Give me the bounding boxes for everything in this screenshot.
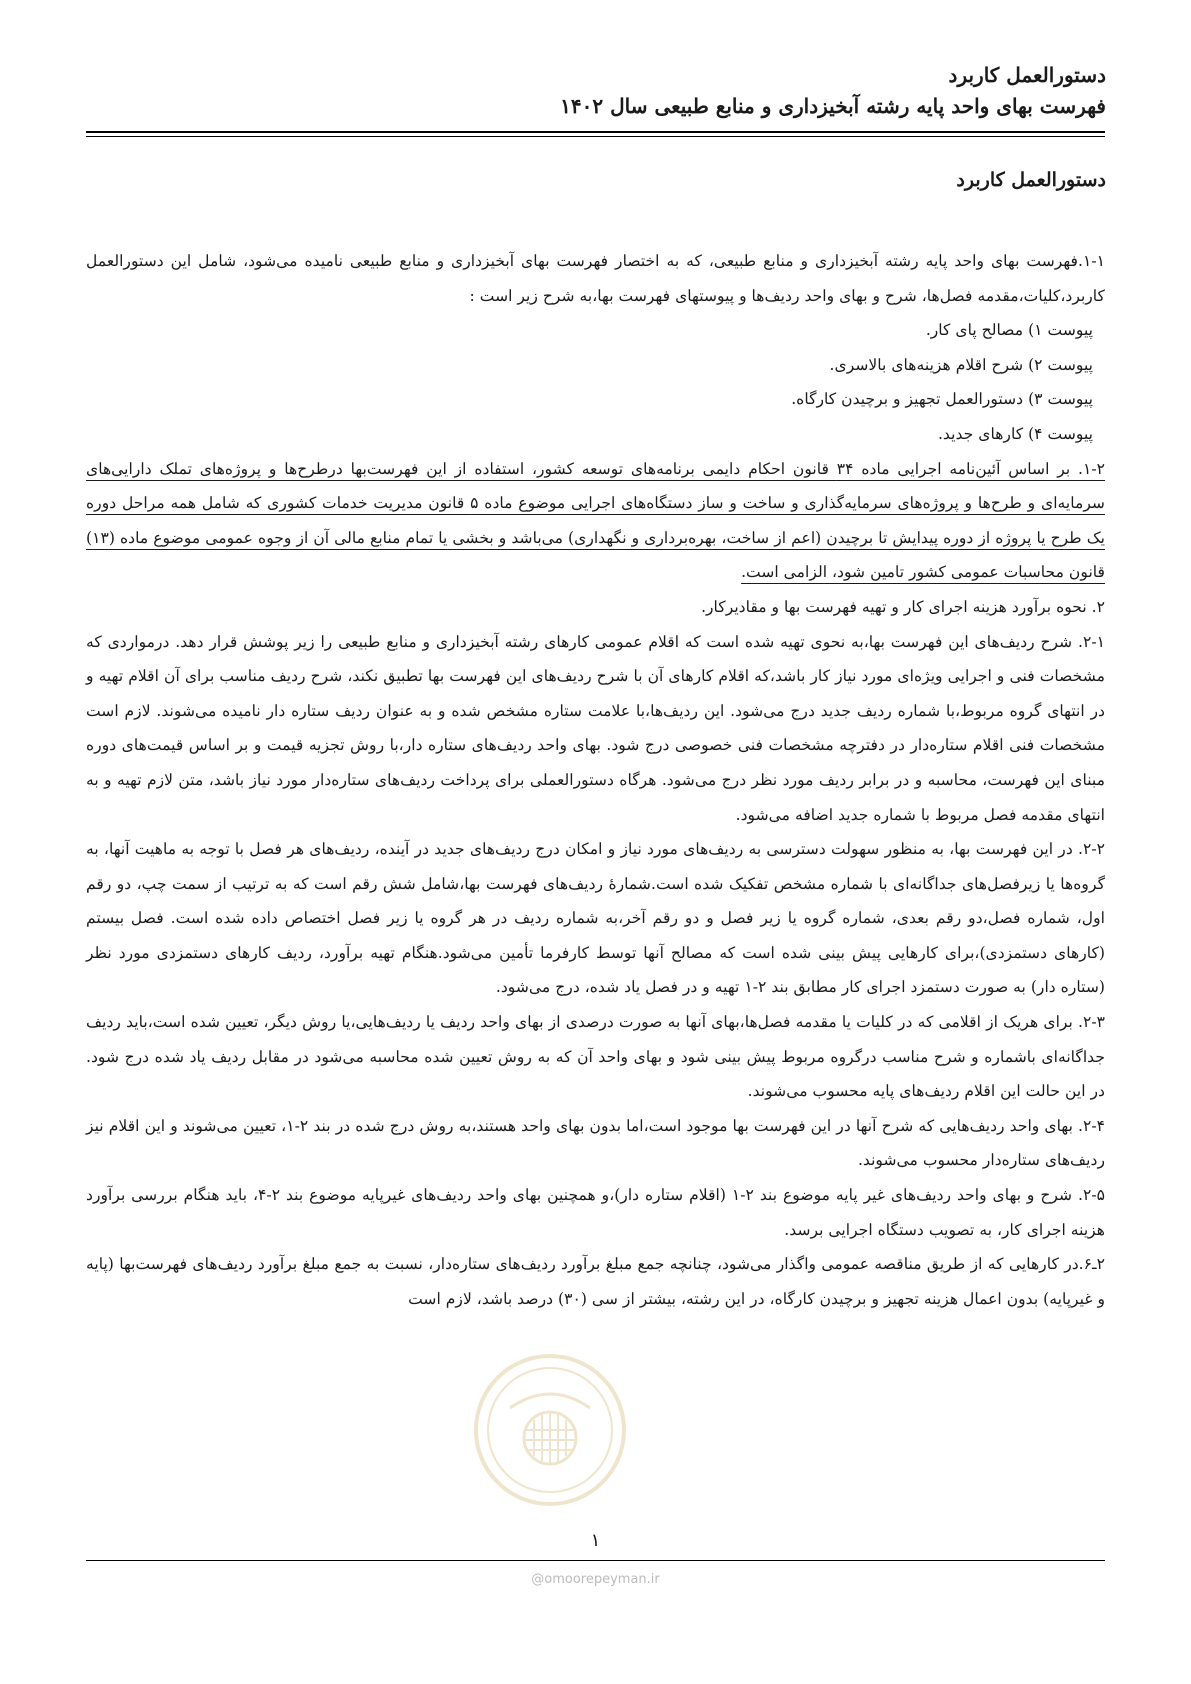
running-header (85, 60, 1106, 122)
site-watermark: @omoorepeyman.ir (531, 1572, 660, 1587)
annex-item-3: پیوست ۳) دستورالعمل تجهیز و برچیدن کارگاه. (791, 390, 1093, 409)
paragraph-1-2 (86, 452, 1105, 590)
paragraph-2-5: ۲-۵. شرح و بهای واحد ردیف‌های غیر پایه موضوع بند ۲-۱ (اقلام ستاره دار)،و همچنین بهای واحد ردیف‌های غیرپایه موضوع بند ۲-۴، باید هنگام بررسی برآورد هزینه اجرای کار، به تصویب دستگاه اجرایی برسد. (86, 1186, 1105, 1239)
paragraph-2-3: ۲-۳. برای هریک از اقلامی که در کلیات یا مقدمه فصل‌ها،بهای آنها به صورت درصدی از بهای واحد ردیف یا ردیف‌هایی،یا روش دیگر، تعیین شده است،باید ردیف جداگانه‌ای باشماره و شرح مناسب درگروه مربوط پیش بینی شود و بهای واحد آن که به روش تعیین شده محاسبه می‌شود در مقابل ردیف یاد شده درج شود. در این حالت این اقلام ردیف‌های پایه محسوب می‌شوند. (86, 1013, 1105, 1101)
paragraph-2: ۲. نحوه برآورد هزینه اجرای کار و تهیه فهرست بها و مقادیرکار. (701, 597, 1105, 616)
seal-watermark-icon (470, 1350, 630, 1510)
page-number: ۱ (590, 1530, 601, 1551)
annex-item-4: پیوست ۴) کارهای جدید. (937, 424, 1093, 443)
header-rule-thick (86, 131, 1105, 133)
annex-item-1: پیوست ۱) مصالح پای کار. (925, 321, 1093, 340)
paragraph-2-2: ۲-۲. در این فهرست بها، به منظور سهولت دسترسی به ردیف‌های مورد نیاز و امکان درج ردیف‌های جدید در آینده، ردیف‌های هر فصل با توجه به ماهیت آنها، به گروه‌ها یا زیرفصل‌های جداگانه‌ای با شماره مشخص تفکیک شده است.شمارهٔ ردیف‌های فهرست بها،شامل شش رقم است که به ترتیب از سمت چپ، دو رقم اول، شماره فصل،دو رقم بعدی، شماره گروه یا زیر فصل و دو رقم آخر،به شماره ردیف در هر گروه یا زیر فصل اختصاص داده شده است. فصل بیستم (کارهای دستمزدی)،برای کارهایی پیش بینی شده است که مصالح آنها توسط کارفرما تأمین می‌شود.هنگام تهیه برآورد، ردیف کارهای دستمزدی مورد نظر (ستاره دار) به صورت دستمزد اجرای کار مطابق بند ۲-۱ تهیه و در فصل یاد شده، درج می‌شود. (86, 840, 1105, 997)
paragraph-1-2-text: ۱-۲. بر اساس آئین‌نامه اجرایی ماده ۳۴ قانون احکام دایمی برنامه‌های توسعه کشور، استفاده از این فهرست‌بها درطرح‌ها و پروژه‌های تملک دارایی‌های سرمایه‌ای و طرح‌ها و پروژه‌های سرمایه‌گذاری و ساخت و ساز دستگاه‌های اجرایی موضوع ماده ۵ قانون مدیریت خدمات کشوری که شامل همه مراحل دوره یک طرح یا پروژه از دوره پیدایش تا برچیدن (اعم از ساخت، بهره‌برداری و نگهداری) می‌باشد و بخشی یا تمام منابع مالی آن از وجوه عمومی موضوع ماده (۱۳) قانون محاسبات عمومی کشور تامین شود، الزامی است. (86, 459, 1106, 582)
paragraph-2-6: ۲ـ۶.در کارهایی که از طریق مناقصه عمومی واگذار می‌شود، چنانچه جمع مبلغ برآورد ردیف‌های ستاره‌دار، نسبت به جمع مبلغ برآورد ردیف‌های فهرست‌بها (پایه و غیرپایه) بدون اعمال هزینه تجهیز و برچیدن کارگاه، در این رشته، بیشتر از سی (۳۰) درصد باشد، لازم است (86, 1255, 1105, 1308)
document-body (86, 244, 1105, 1316)
header-line-1: دستورالعمل کاربرد (948, 63, 1106, 87)
annex-item-2: پیوست ۲) شرح اقلام هزینه‌های بالاسری. (829, 355, 1093, 374)
paragraph-1-1: ۱-۱.فهرست بهای واحد پایه رشته آبخیزداری و منابع طبیعی، که به اختصار فهرست بهای آبخیزداری و منابع طبیعی نامیده می‌شود، شامل این دستورالعمل کاربرد،کلیات،مقدمه فصل‌ها، شرح و بهای واحد ردیف‌ها و پیوستهای فهرست بها،به شرح زیر است : (86, 252, 1105, 305)
paragraph-2-1: ۲-۱. شرح ردیف‌های این فهرست بها،به نحوی تهیه شده است که اقلام عمومی کارهای رشته آبخیزداری و منابع طبیعی را زیر پوشش قرار دهد. درمواردی که مشخصات فنی و اجرایی ویژه‌ای مورد نیاز کار باشد،که اقلام کارهای آن با شرح ردیف‌های این فهرست بها تطبیق نکند، شرح ردیف مناسب برای آن اقلام تهیه و در انتهای گروه مربوط،با شماره ردیف جدید درج می‌شود. این ردیف‌ها،با علامت ستاره مشخص شده و به عنوان ردیف ستاره دار نامیده می‌شوند. لازم است مشخصات فنی اقلام ستاره‌دار در دفترچه مشخصات فنی خصوصی درج شود. بهای واحد ردیف‌های ستاره دار،با روش تجزیه قیمت و بر اساس قیمت‌های دوره مبنای این فهرست، محاسبه و در برابر ردیف مورد نظر درج می‌شود. هرگاه دستورالعملی برای پرداخت ردیف‌های ستاره‌دار مورد نیاز باشد، متن لازم تهیه و به انتهای مقدمه فصل مربوط با شماره جدید اضافه می‌شود. (86, 632, 1105, 824)
footer-rule (86, 1560, 1105, 1561)
header-rule-thin (86, 136, 1105, 137)
section-title: دستورالعمل کاربرد (956, 169, 1106, 191)
header-line-2: فهرست بهای واحد پایه رشته آبخیزداری و منابع طبیعی سال ۱۴۰۲ (560, 94, 1106, 118)
paragraph-2-4: ۲-۴. بهای واحد ردیف‌هایی که شرح آنها در این فهرست بها موجود است،اما بدون بهای واحد هستند،به روش درج شده در بند ۲-۱، تعیین می‌شوند و این اقلام نیز ردیف‌های ستاره‌دار محسوب می‌شوند. (86, 1116, 1105, 1170)
